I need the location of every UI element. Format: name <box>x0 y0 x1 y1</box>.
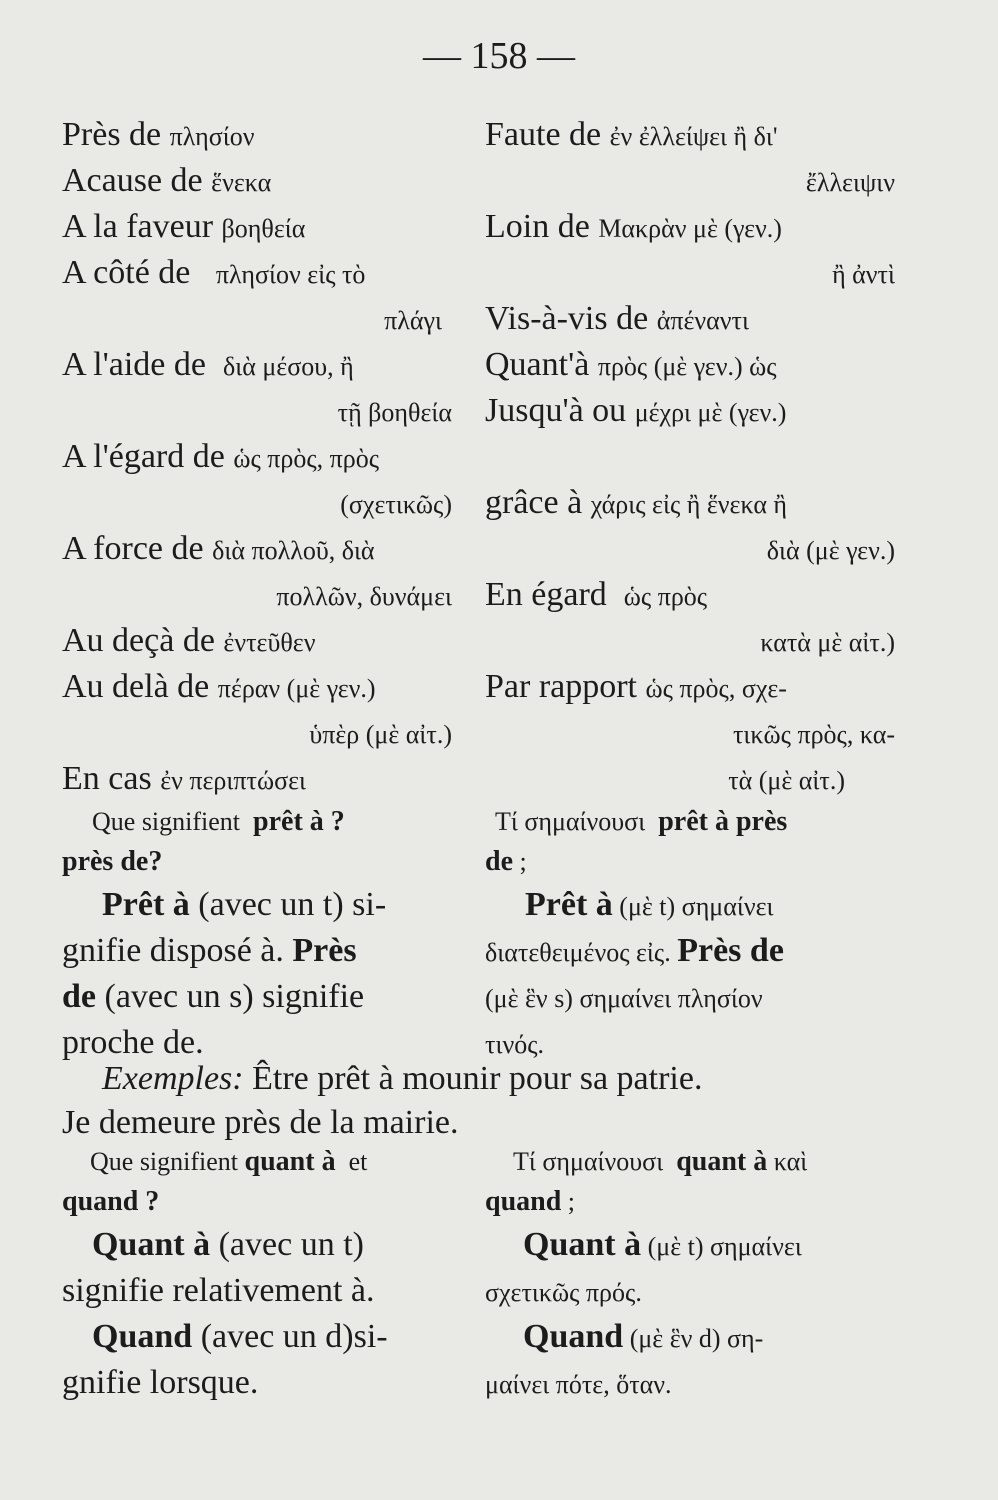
explanation-quand-gr-1: Quand (μὲ ἓν d) ση- <box>523 1318 764 1355</box>
explanation-pret-3: de (avec un s) signifie <box>62 978 365 1015</box>
entry-au-dela-de: Au delà de πέραν (μὲ γεν.) <box>62 668 376 705</box>
explanation-pret-1: Prêt à (avec un t) si- <box>102 886 387 923</box>
entry-pres-de: Près de πλησίον <box>62 116 255 153</box>
question-pret-pres: Que signifient prêt à ? <box>92 806 345 837</box>
question-quant-quand-gr-cont: quand ; <box>485 1186 576 1217</box>
entry-grace-a: grâce à χάρις εἰς ἢ ἕνεκα ἢ <box>485 484 788 521</box>
entry-a-la-faveur: A la faveur βοηθεία <box>62 208 306 245</box>
entry-a-force-de: A force de διὰ πολλοῦ, διὰ <box>62 530 375 567</box>
entry-vis-a-vis: Vis-à-vis de ἀπέναντι <box>485 300 749 337</box>
entry-par-rapport-cont2: τὰ (μὲ αἰτ.) <box>728 766 845 795</box>
entry-a-legard-de: A l'égard de ὡς πρὸς, πρὸς <box>62 438 380 475</box>
left-lower <box>62 1142 462 1406</box>
entry-en-cas: En cas ἐν περιπτώσει <box>62 760 306 797</box>
entry-par-rapport-cont: τικῶς πρὸς, κα- <box>732 720 895 749</box>
explanation-quand-gr-2: μαίνει πότε, ὅταν. <box>485 1370 672 1399</box>
entry-faute-de: Faute de ἐν ἐλλείψει ἢ δι' <box>485 116 778 153</box>
explanation-gr-3: (μὲ ἓν s) σημαίνει πλησίον <box>485 984 763 1013</box>
left-column <box>62 112 462 1066</box>
explanation-gr-2: διατεθειμένος εἰς. Près de <box>485 932 784 969</box>
entry-grace-a-cont: διὰ (μὲ γεν.) <box>766 536 895 565</box>
explanation-gr-4: τινός. <box>485 1030 544 1059</box>
entry-quant-a: Quant'à πρὸς (μὲ γεν.) ὡς <box>485 346 777 383</box>
explanation-quant-1: Quant à (avec un t) <box>92 1226 364 1263</box>
entry-a-force-de-cont: πολλῶν, δυνάμει <box>276 582 452 611</box>
explanation-quant-gr-1: Quant à (μὲ t) σημαίνει <box>523 1226 802 1263</box>
entry-au-deca-de: Au deçà de ἐντεῦθεν <box>62 622 316 659</box>
explanation-pret-2: gnifie disposé à. Près <box>62 932 357 969</box>
entry-a-cote-de: A côté de πλησίον εἰς τὸ <box>62 254 366 291</box>
entry-a-laide-de: A l'aide de διὰ μέσου, ἢ <box>62 346 354 383</box>
question-pret-pres-cont: près de? <box>62 846 163 877</box>
question-quant-quand: Que signifient quant à et <box>90 1146 368 1177</box>
question-pret-pres-gr: Τί σημαίνουσι prêt à près <box>495 806 788 837</box>
explanation-quand-1: Quand (avec un d)si- <box>92 1318 388 1355</box>
entry-a-laide-de-cont: τῇ βοηθεία <box>337 398 452 427</box>
entry-jusqu-a: Jusqu'à ou μέχρι μὲ (γεν.) <box>485 392 787 429</box>
explanation-quant-gr-2: σχετικῶς πρός. <box>485 1278 642 1307</box>
entry-faute-de-cont: ἔλλειψιν <box>805 168 895 197</box>
examples-line-2: Je demeure près de la mairie. <box>62 1104 459 1141</box>
examples-line-1: Exemples: Être prêt à mounir pour sa patrie. <box>102 1060 703 1097</box>
right-lower <box>485 1142 895 1406</box>
question-pret-pres-gr-cont: de ; <box>485 846 527 877</box>
question-quant-quand-gr: Τί σημαίνουσι quant à καὶ <box>513 1146 808 1177</box>
entry-loin-de: Loin de Μακρὰν μὲ (γεν.) <box>485 208 782 245</box>
explanation-quant-2: signifie relativement à. <box>62 1272 375 1309</box>
entry-loin-de-cont: ἢ ἀντὶ <box>832 260 895 289</box>
entry-en-egard: En égard ὡς πρὸς <box>485 576 708 613</box>
entry-au-dela-de-cont: ὑπὲρ (μὲ αἰτ.) <box>309 720 452 749</box>
explanation-pret-4: proche de. <box>62 1024 204 1061</box>
entry-a-legard-de-cont: (σχετικῶς) <box>340 490 452 519</box>
entry-acause-de: Acause de ἕνεκα <box>62 162 272 199</box>
entry-en-egard-cont: κατὰ μὲ αἰτ.) <box>760 628 895 657</box>
explanation-quand-2: gnifie lorsque. <box>62 1364 259 1401</box>
entry-par-rapport: Par rapport ὡς πρὸς, σχε- <box>485 668 787 705</box>
page-number: — 158 — <box>423 35 575 77</box>
right-column <box>485 112 895 1066</box>
question-quant-quand-cont: quand ? <box>62 1186 160 1217</box>
entry-a-cote-de-cont: πλάγι <box>384 306 442 335</box>
explanation-gr-1: Prêt à (μὲ t) σημαίνει <box>525 886 774 923</box>
spacer <box>485 434 895 480</box>
